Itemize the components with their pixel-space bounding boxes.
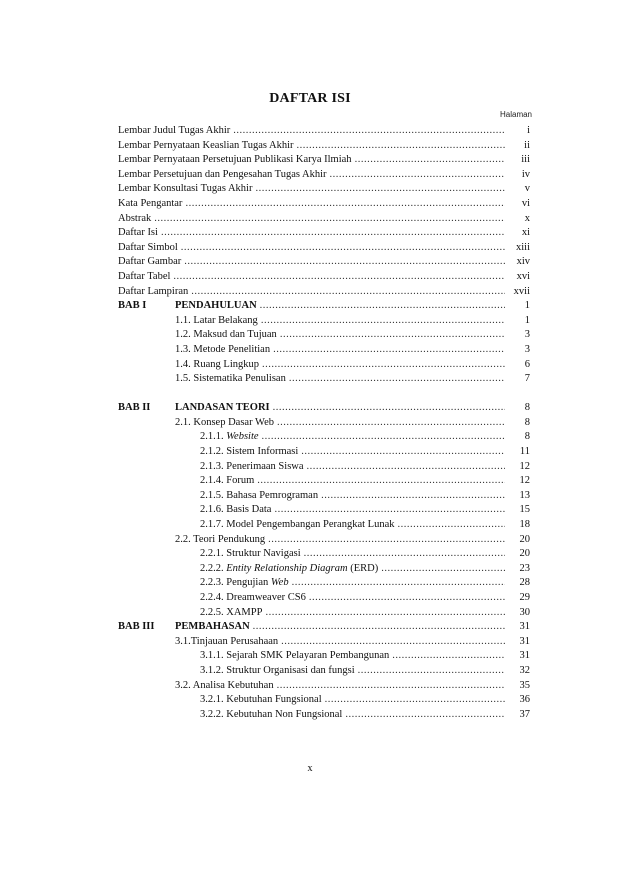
toc-entry: 2.1.7. Model Pengembangan Perangkat Lunak ..... 18	[118, 518, 530, 533]
toc-entry: 2.2.5. XAMPP ..... 30	[118, 606, 530, 621]
toc-entry: 2.2.4. Dreamweaver CS6 ..... 29	[118, 591, 530, 606]
chapter-heading: BAB II LANDASAN TEORI ..... 8	[118, 401, 530, 416]
toc-entry: 2.1. Konsep Dasar Web ..... 8	[118, 416, 530, 431]
toc-entry: 2.1.6. Basis Data ..... 15	[118, 503, 530, 518]
toc-entry: Abstrak ..... x	[118, 212, 530, 227]
toc-entry: Lembar Pernyataan Keaslian Tugas Akhir ..... ii	[118, 139, 530, 154]
toc-entry: Daftar Isi ..... xi	[118, 226, 530, 241]
toc-entry: 2.2. Teori Pendukung ..... 20	[118, 533, 530, 548]
toc-entry: Daftar Lampiran ..... xvii	[118, 285, 530, 300]
toc-entry: 2.1.1. Website ..... 8	[118, 430, 530, 445]
toc-entry: 1.4. Ruang Lingkup ..... 6	[118, 358, 530, 373]
toc-entry: 2.1.5. Bahasa Pemrograman ..... 13	[118, 489, 530, 504]
toc-entry: Lembar Persetujuan dan Pengesahan Tugas Akhir ..... iv	[118, 168, 530, 183]
toc-entry: 2.2.1. Struktur Navigasi ..... 20	[118, 547, 530, 562]
toc-entry: 2.1.3. Penerimaan Siswa ..... 12	[118, 460, 530, 475]
toc-entry: 2.1.4. Forum ..... 12	[118, 474, 530, 489]
chapter-heading: BAB III PEMBAHASAN ..... 31	[118, 620, 530, 635]
page-title: DAFTAR ISI	[269, 91, 351, 106]
chapter-heading: BAB I PENDAHULUAN ..... 1	[118, 299, 530, 314]
toc-entry: 1.1. Latar Belakang ..... 1	[118, 314, 530, 329]
toc-entry: 2.1.2. Sistem Informasi ..... 11	[118, 445, 530, 460]
toc-entry: 3.2. Analisa Kebutuhan ..... 35	[118, 679, 530, 694]
toc-entry: Daftar Simbol ..... xiii	[118, 241, 530, 256]
toc-entry: 3.1.1. Sejarah SMK Pelayaran Pembangunan ..... 31	[118, 649, 530, 664]
toc-entry: Kata Pengantar ..... vi	[118, 197, 530, 212]
page-number: x	[307, 763, 313, 774]
toc-entry: 1.3. Metode Penelitian ..... 3	[118, 343, 530, 358]
halaman-label: Halaman	[499, 110, 532, 119]
table-of-contents	[118, 124, 530, 722]
toc-entry: 3.2.2. Kebutuhan Non Fungsional ..... 37	[118, 708, 530, 723]
toc-entry: 1.5. Sistematika Penulisan ..... 7	[118, 372, 530, 387]
toc-entry: 2.2.2. Entity Relationship Diagram (ERD) ..... 23	[118, 562, 530, 577]
toc-entry: 1.2. Maksud dan Tujuan ..... 3	[118, 328, 530, 343]
toc-entry: Daftar Tabel ..... xvi	[118, 270, 530, 285]
toc-entry: 3.1.2. Struktur Organisasi dan fungsi ..... 32	[118, 664, 530, 679]
spacer	[118, 387, 530, 402]
toc-entry: 3.1.Tinjauan Perusahaan ..... 31	[118, 635, 530, 650]
toc-entry: Lembar Pernyataan Persetujuan Publikasi Karya Ilmiah ..... iii	[118, 153, 530, 168]
toc-entry: Daftar Gambar ..... xiv	[118, 255, 530, 270]
toc-entry: 3.2.1. Kebutuhan Fungsional ..... 36	[118, 693, 530, 708]
toc-entry: Lembar Konsultasi Tugas Akhir ..... v	[118, 182, 530, 197]
toc-entry: 2.2.3. Pengujian Web ..... 28	[118, 576, 530, 591]
toc-entry: Lembar Judul Tugas Akhir ..... i	[118, 124, 530, 139]
